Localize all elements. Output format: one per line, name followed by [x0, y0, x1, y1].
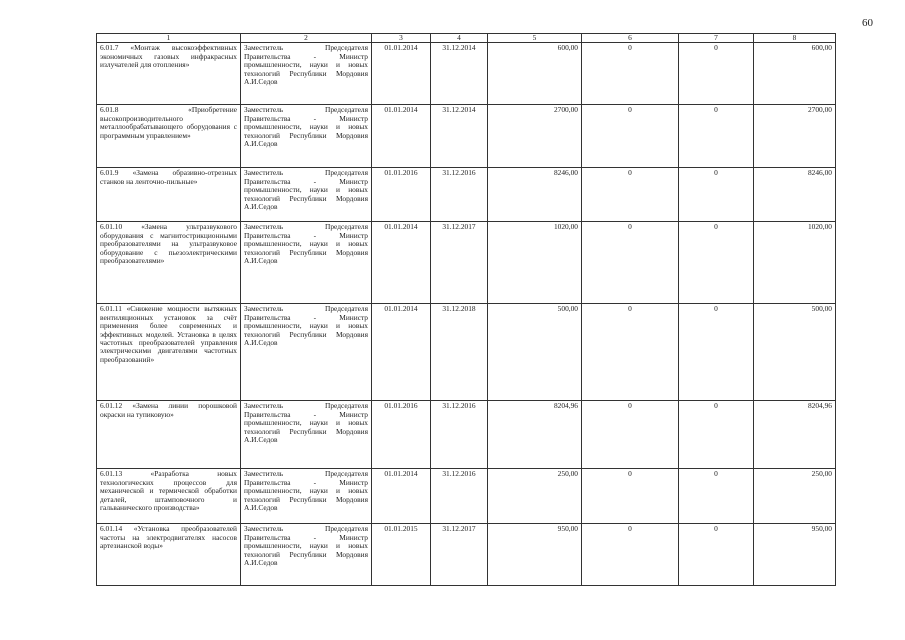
column-number-row: [97, 34, 836, 43]
funding-amount: 600,00: [488, 43, 582, 105]
funding-col7: 0: [679, 401, 754, 469]
measure-name: 6.01.8 «Приобретение высокопроизводительного металлообрабатывающего оборудования с программным управлением»: [97, 105, 241, 168]
responsible-person: Заместитель Председателя Правительства - Министр промышленности, науки и новых технологий Республики Мордовия А.И.Седов: [241, 105, 372, 168]
end-date: 31.12.2017: [431, 524, 488, 586]
responsible-person: Заместитель Председателя Правительства - Министр промышленности, науки и новых технологий Республики Мордовия А.И.Седов: [241, 469, 372, 524]
start-date: 01.01.2016: [372, 168, 431, 222]
funding-total: 1020,00: [754, 222, 836, 304]
table-row: [97, 168, 836, 222]
measure-name: 6.01.14 «Установка преобразователей частоты на электродвигателях насосов артезианской воды»: [97, 524, 241, 586]
start-date: 01.01.2015: [372, 524, 431, 586]
end-date: 31.12.2017: [431, 222, 488, 304]
table-row: [97, 43, 836, 105]
table-row: [97, 469, 836, 524]
funding-amount: 8204,96: [488, 401, 582, 469]
funding-col7: 0: [679, 43, 754, 105]
funding-amount: 950,00: [488, 524, 582, 586]
funding-total: 600,00: [754, 43, 836, 105]
end-date: 31.12.2014: [431, 105, 488, 168]
funding-col6: 0: [582, 168, 679, 222]
funding-col6: 0: [582, 304, 679, 401]
start-date: 01.01.2014: [372, 222, 431, 304]
funding-col6: 0: [582, 401, 679, 469]
measure-name: 6.01.9 «Замена образивно-отрезных станков на ленточно-пильные»: [97, 168, 241, 222]
end-date: 31.12.2016: [431, 168, 488, 222]
column-header: 7: [679, 34, 754, 43]
responsible-person: Заместитель Председателя Правительства - Министр промышленности, науки и новых технологий Республики Мордовия А.И.Седов: [241, 401, 372, 469]
funding-col7: 0: [679, 222, 754, 304]
funding-col7: 0: [679, 168, 754, 222]
funding-amount: 2700,00: [488, 105, 582, 168]
funding-total: 8246,00: [754, 168, 836, 222]
funding-amount: 8246,00: [488, 168, 582, 222]
end-date: 31.12.2016: [431, 469, 488, 524]
funding-col6: 0: [582, 222, 679, 304]
measure-name: 6.01.7 «Монтаж высокоэффективных экономичных газовых инфракрасных излучателей для отопления»: [97, 43, 241, 105]
column-header: 8: [754, 34, 836, 43]
table-row: [97, 304, 836, 401]
column-header: 4: [431, 34, 488, 43]
funding-total: 2700,00: [754, 105, 836, 168]
funding-col6: 0: [582, 524, 679, 586]
funding-col6: 0: [582, 105, 679, 168]
responsible-person: Заместитель Председателя Правительства - Министр промышленности, науки и новых технологий Республики Мордовия А.И.Седов: [241, 43, 372, 105]
funding-col7: 0: [679, 304, 754, 401]
funding-total: 250,00: [754, 469, 836, 524]
program-measures-table: [96, 33, 836, 586]
table-row: [97, 401, 836, 469]
funding-amount: 250,00: [488, 469, 582, 524]
start-date: 01.01.2016: [372, 401, 431, 469]
column-header: 6: [582, 34, 679, 43]
table-row: [97, 524, 836, 586]
start-date: 01.01.2014: [372, 469, 431, 524]
table-row: [97, 222, 836, 304]
column-header: 3: [372, 34, 431, 43]
funding-col7: 0: [679, 524, 754, 586]
funding-col7: 0: [679, 469, 754, 524]
measure-name: 6.01.12 «Замена линии порошковой окраски на тупиковую»: [97, 401, 241, 469]
end-date: 31.12.2018: [431, 304, 488, 401]
responsible-person: Заместитель Председателя Правительства - Министр промышленности, науки и новых технологий Республики Мордовия А.И.Седов: [241, 304, 372, 401]
start-date: 01.01.2014: [372, 43, 431, 105]
end-date: 31.12.2016: [431, 401, 488, 469]
funding-col7: 0: [679, 105, 754, 168]
funding-col6: 0: [582, 469, 679, 524]
column-header: 2: [241, 34, 372, 43]
column-header: 1: [97, 34, 241, 43]
funding-total: 950,00: [754, 524, 836, 586]
funding-total: 500,00: [754, 304, 836, 401]
responsible-person: Заместитель Председателя Правительства - Министр промышленности, науки и новых технологий Республики Мордовия А.И.Седов: [241, 168, 372, 222]
funding-col6: 0: [582, 43, 679, 105]
start-date: 01.01.2014: [372, 304, 431, 401]
funding-amount: 1020,00: [488, 222, 582, 304]
funding-amount: 500,00: [488, 304, 582, 401]
measure-name: 6.01.11 «Снижение мощности вытяжных вентиляционных установок за счёт применения более современных и эффективных моделей. Установка в целях частотных преобразователей управления электрическими двигателями частотных преобразований»: [97, 304, 241, 401]
page-number: 60: [862, 17, 873, 29]
start-date: 01.01.2014: [372, 105, 431, 168]
responsible-person: Заместитель Председателя Правительства - Министр промышленности, науки и новых технологий Республики Мордовия А.И.Седов: [241, 222, 372, 304]
column-header: 5: [488, 34, 582, 43]
measure-name: 6.01.13 «Разработка новых технологических процессов для механической и термической обработки деталей, штамповочного и гальванического производства»: [97, 469, 241, 524]
funding-total: 8204,96: [754, 401, 836, 469]
table-row: [97, 105, 836, 168]
responsible-person: Заместитель Председателя Правительства - Министр промышленности, науки и новых технологий Республики Мордовия А.И.Седов: [241, 524, 372, 586]
end-date: 31.12.2014: [431, 43, 488, 105]
measure-name: 6.01.10 «Замена ультразвукового оборудования с магнитострикционными преобразователями на ультразвуковое оборудование с пьезоэлектрическими преобразователями»: [97, 222, 241, 304]
